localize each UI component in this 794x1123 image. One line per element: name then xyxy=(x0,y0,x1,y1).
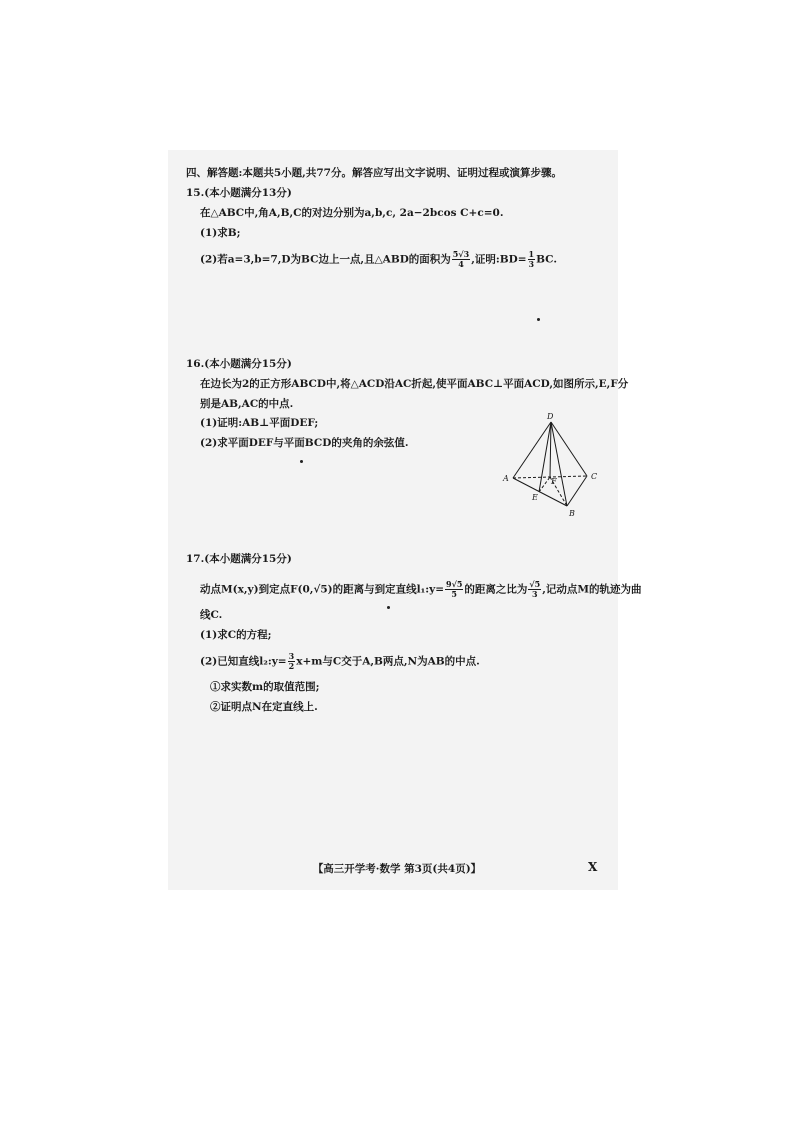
q15-part2 xyxy=(200,250,557,269)
q17-subpart2: ②证明点N在定直线上. xyxy=(210,701,318,713)
q17-slope-num: 3 xyxy=(288,651,295,661)
label-B: B xyxy=(569,509,575,518)
q17-line-den: 5 xyxy=(451,589,457,599)
scan-speck xyxy=(387,606,390,609)
q17-stem-text-b: 的距离之比为 xyxy=(464,583,528,596)
q15-area-den: 4 xyxy=(458,259,464,269)
q17-line-fraction xyxy=(445,580,463,599)
q17-line-num: 9√5 xyxy=(446,579,463,589)
q15-part2-text-c: BC. xyxy=(536,253,557,266)
label-C: C xyxy=(591,472,598,481)
label-F: F xyxy=(551,477,557,486)
q17-part2-text-a: (2)已知直线l₂:y= xyxy=(200,655,287,668)
q16-part2: (2)求平面DEF与平面BCD的夹角的余弦值. xyxy=(200,437,409,449)
label-D: D xyxy=(547,412,554,421)
q17-header: 17.(本小题满分15分) xyxy=(186,553,292,565)
q17-stem-line1 xyxy=(200,580,642,599)
q15-area-num: 5√3 xyxy=(452,249,470,259)
q15-part2-text-b: ,证明:BD= xyxy=(471,253,527,266)
label-A: A xyxy=(503,474,509,483)
corner-mark: X xyxy=(588,860,598,874)
scan-speck xyxy=(300,460,303,463)
section-title: 四、解答题:本题共5小题,共77分。解答应写出文字说明、证明过程或演算步骤。 xyxy=(186,167,562,179)
q17-part2 xyxy=(200,652,480,671)
q16-stem-line2: 别是AB,AC的中点. xyxy=(200,398,294,410)
q15-area-fraction xyxy=(452,250,470,269)
q17-slope-fraction xyxy=(288,652,296,671)
q17-stem-line2: 线C. xyxy=(200,609,223,621)
q17-stem-text-c: ,记动点M的轨迹为曲 xyxy=(542,583,642,596)
q15-part2-text-a: (2)若a=3,b=7,D为BC边上一点,且△ABD的面积为 xyxy=(200,253,451,266)
q17-ratio-den: 3 xyxy=(532,589,538,599)
q17-subpart1: ①求实数m的取值范围; xyxy=(210,681,320,693)
q17-part2-text-b: x+m与C交于A,B两点,N为AB的中点. xyxy=(296,655,480,668)
pyramid-figure xyxy=(495,408,605,518)
label-E: E xyxy=(532,493,538,502)
q17-part1: (1)求C的方程; xyxy=(200,629,272,641)
q17-slope-den: 2 xyxy=(288,661,295,671)
q15-bd-den: 3 xyxy=(528,259,535,269)
q17-ratio-fraction xyxy=(528,580,541,599)
page-footer: 【高三开学考·数学 第3页(共4页)】 xyxy=(312,863,482,875)
q15-bd-num: 1 xyxy=(528,249,535,259)
q15-bd-fraction xyxy=(528,250,536,269)
q16-part1: (1)证明:AB⊥平面DEF; xyxy=(200,417,319,429)
q16-stem-line1: 在边长为2的正方形ABCD中,将△ACD沿AC折起,使平面ABC⊥平面ACD,如图所示,E,F分 xyxy=(200,378,629,390)
q17-stem-text-a: 动点M(x,y)到定点F(0,√5)的距离与到定直线l₁:y= xyxy=(200,583,444,596)
q15-stem: 在△ABC中,角A,B,C的对边分别为a,b,c, 2a−2bcos C+c=0. xyxy=(200,207,504,219)
q17-ratio-num: √5 xyxy=(529,579,541,589)
q15-part1: (1)求B; xyxy=(200,227,241,239)
q16-header: 16.(本小题满分15分) xyxy=(186,358,292,370)
q15-header: 15.(本小题满分13分) xyxy=(186,187,292,199)
scan-speck xyxy=(537,318,540,321)
